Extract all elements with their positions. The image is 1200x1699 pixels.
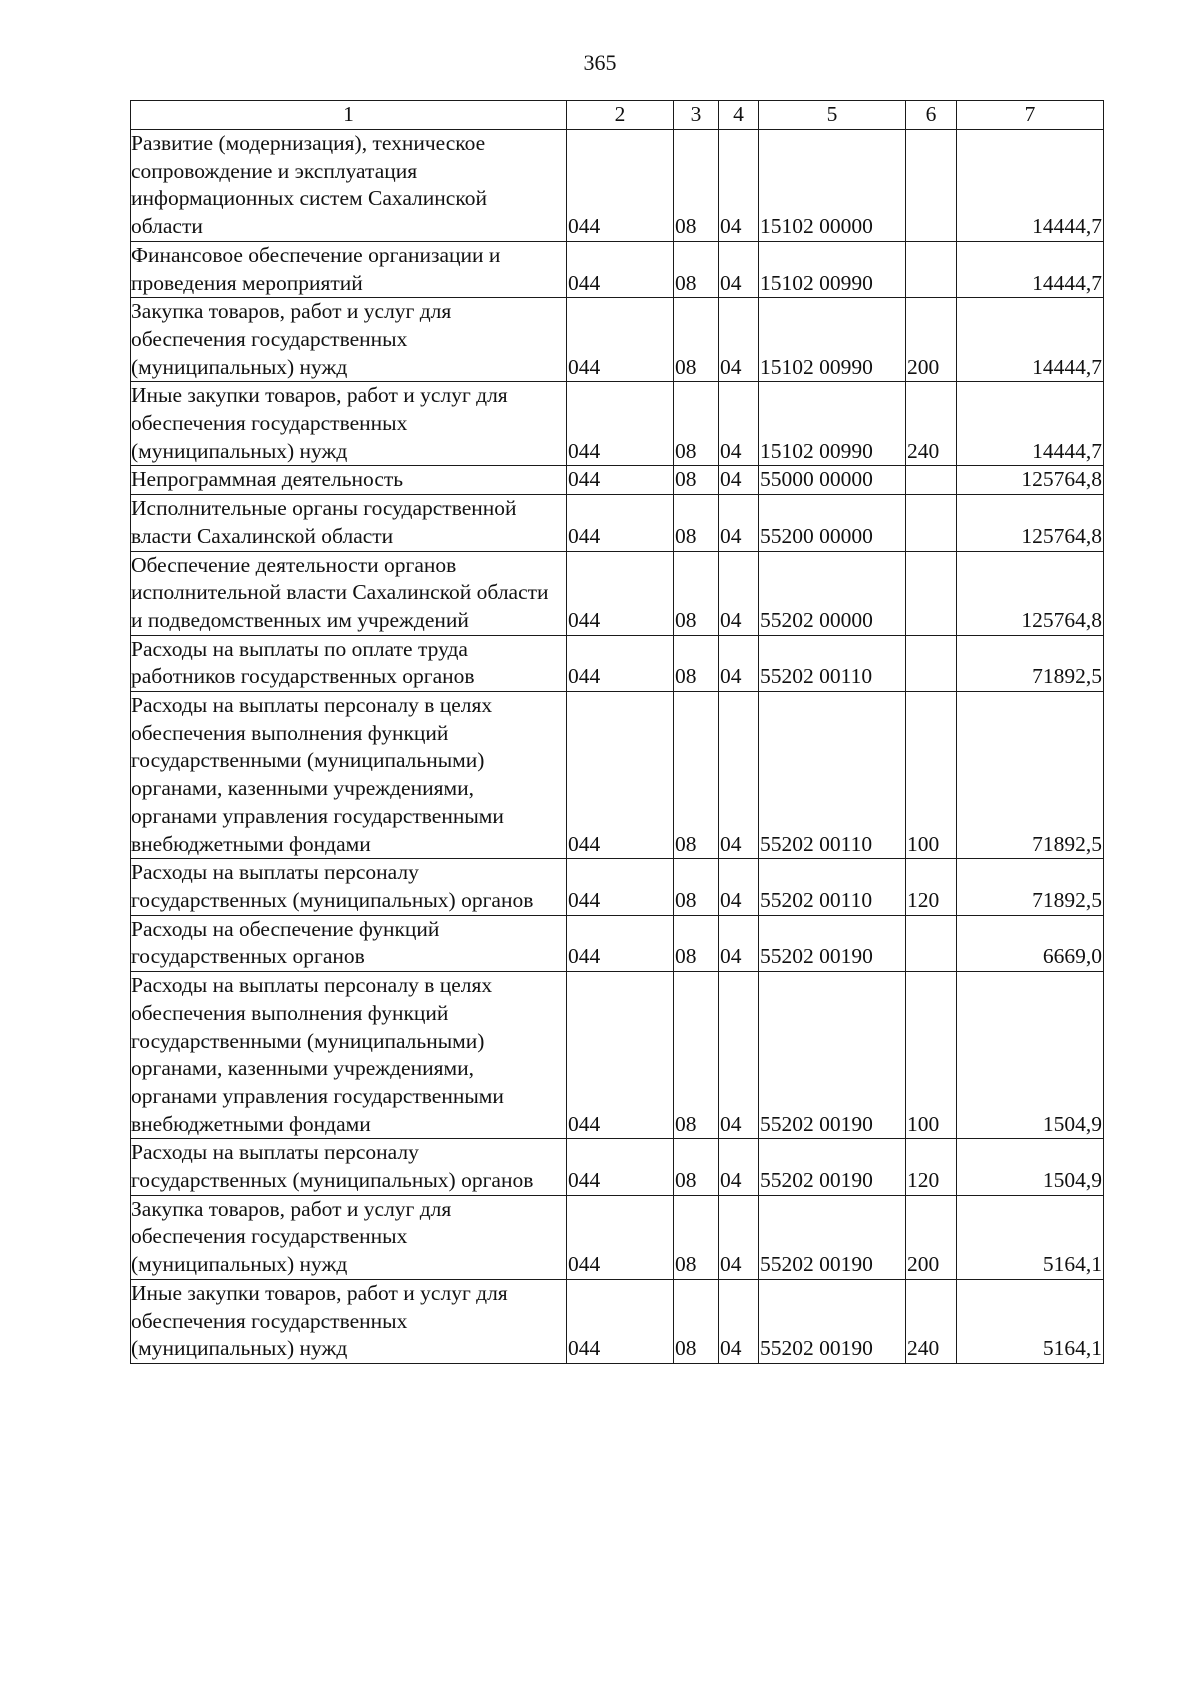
expense-name-cell: Расходы на обеспечение функций государственных органов <box>131 915 567 971</box>
subsection-code-cell: 04 <box>719 1279 759 1363</box>
target-article-cell: 15102 00000 <box>759 130 906 242</box>
expense-type-cell: 240 <box>906 1279 957 1363</box>
subsection-code-cell: 04 <box>719 692 759 859</box>
column-header: 3 <box>674 101 719 130</box>
section-code-cell: 08 <box>674 130 719 242</box>
amount-cell: 5164,1 <box>957 1195 1104 1279</box>
expense-name-cell: Исполнительные органы государственной власти Сахалинской области <box>131 495 567 551</box>
table-row <box>131 551 1104 635</box>
amount-cell: 125764,8 <box>957 495 1104 551</box>
amount-cell: 125764,8 <box>957 466 1104 495</box>
amount-cell: 125764,8 <box>957 551 1104 635</box>
table-row <box>131 859 1104 915</box>
section-code-cell: 08 <box>674 859 719 915</box>
expense-name-cell: Финансовое обеспечение организации и проведения мероприятий <box>131 241 567 297</box>
ministry-code-cell: 044 <box>567 298 674 382</box>
target-article-cell: 55202 00000 <box>759 551 906 635</box>
section-code-cell: 08 <box>674 635 719 691</box>
table-row <box>131 692 1104 859</box>
column-header: 6 <box>906 101 957 130</box>
expense-type-cell <box>906 551 957 635</box>
column-header: 1 <box>131 101 567 130</box>
ministry-code-cell: 044 <box>567 1279 674 1363</box>
ministry-code-cell: 044 <box>567 130 674 242</box>
ministry-code-cell: 044 <box>567 972 674 1139</box>
table-row <box>131 635 1104 691</box>
section-code-cell: 08 <box>674 915 719 971</box>
column-header: 5 <box>759 101 906 130</box>
ministry-code-cell: 044 <box>567 495 674 551</box>
target-article-cell: 55202 00190 <box>759 915 906 971</box>
subsection-code-cell: 04 <box>719 915 759 971</box>
expense-name-cell: Иные закупки товаров, работ и услуг для обеспечения государственных (муниципальных) нужд <box>131 382 567 466</box>
table-row <box>131 1279 1104 1363</box>
page-number: 365 <box>583 50 617 75</box>
section-code-cell: 08 <box>674 495 719 551</box>
expense-type-cell: 240 <box>906 382 957 466</box>
section-code-cell: 08 <box>674 692 719 859</box>
expense-name-cell: Расходы на выплаты по оплате труда работников государственных органов <box>131 635 567 691</box>
section-code-cell: 08 <box>674 1279 719 1363</box>
expense-name-cell: Расходы на выплаты персоналу в целях обеспечения выполнения функций государственными (муниципальными) органами, казенными учреждениями, органами управления государственными внебюджетными фондами <box>131 692 567 859</box>
amount-cell: 14444,7 <box>957 382 1104 466</box>
subsection-code-cell: 04 <box>719 130 759 242</box>
expense-type-cell: 120 <box>906 859 957 915</box>
amount-cell: 14444,7 <box>957 241 1104 297</box>
amount-cell: 1504,9 <box>957 972 1104 1139</box>
section-code-cell: 08 <box>674 466 719 495</box>
budget-table <box>130 100 1104 1364</box>
subsection-code-cell: 04 <box>719 241 759 297</box>
expense-type-cell <box>906 130 957 242</box>
section-code-cell: 08 <box>674 241 719 297</box>
ministry-code-cell: 044 <box>567 1139 674 1195</box>
target-article-cell: 55202 00190 <box>759 972 906 1139</box>
ministry-code-cell: 044 <box>567 241 674 297</box>
subsection-code-cell: 04 <box>719 382 759 466</box>
target-article-cell: 15102 00990 <box>759 298 906 382</box>
expense-name-cell: Закупка товаров, работ и услуг для обеспечения государственных (муниципальных) нужд <box>131 298 567 382</box>
ministry-code-cell: 044 <box>567 382 674 466</box>
expense-name-cell: Расходы на выплаты персоналу в целях обеспечения выполнения функций государственными (муниципальными) органами, казенными учреждениями, органами управления государственными внебюджетными фондами <box>131 972 567 1139</box>
table-row <box>131 466 1104 495</box>
expense-type-cell <box>906 915 957 971</box>
column-header: 4 <box>719 101 759 130</box>
ministry-code-cell: 044 <box>567 915 674 971</box>
expense-type-cell <box>906 241 957 297</box>
amount-cell: 5164,1 <box>957 1279 1104 1363</box>
target-article-cell: 15102 00990 <box>759 382 906 466</box>
target-article-cell: 55200 00000 <box>759 495 906 551</box>
ministry-code-cell: 044 <box>567 859 674 915</box>
expense-name-cell: Непрограммная деятельность <box>131 466 567 495</box>
target-article-cell: 15102 00990 <box>759 241 906 297</box>
expense-type-cell: 100 <box>906 972 957 1139</box>
section-code-cell: 08 <box>674 1139 719 1195</box>
table-row <box>131 1139 1104 1195</box>
amount-cell: 71892,5 <box>957 635 1104 691</box>
amount-cell: 14444,7 <box>957 298 1104 382</box>
table-row <box>131 382 1104 466</box>
expense-type-cell: 200 <box>906 1195 957 1279</box>
expense-name-cell: Обеспечение деятельности органов исполнительной власти Сахалинской области и подведомственных им учреждений <box>131 551 567 635</box>
expense-name-cell: Расходы на выплаты персоналу государственных (муниципальных) органов <box>131 1139 567 1195</box>
subsection-code-cell: 04 <box>719 466 759 495</box>
section-code-cell: 08 <box>674 551 719 635</box>
expense-name-cell: Развитие (модернизация), техническое сопровождение и эксплуатация информационных систем Сахалинской области <box>131 130 567 242</box>
subsection-code-cell: 04 <box>719 1139 759 1195</box>
amount-cell: 71892,5 <box>957 859 1104 915</box>
ministry-code-cell: 044 <box>567 1195 674 1279</box>
ministry-code-cell: 044 <box>567 692 674 859</box>
section-code-cell: 08 <box>674 972 719 1139</box>
subsection-code-cell: 04 <box>719 551 759 635</box>
amount-cell: 71892,5 <box>957 692 1104 859</box>
target-article-cell: 55202 00190 <box>759 1139 906 1195</box>
table-row <box>131 972 1104 1139</box>
section-code-cell: 08 <box>674 298 719 382</box>
ministry-code-cell: 044 <box>567 551 674 635</box>
table-row <box>131 130 1104 242</box>
subsection-code-cell: 04 <box>719 859 759 915</box>
target-article-cell: 55202 00110 <box>759 692 906 859</box>
column-header: 2 <box>567 101 674 130</box>
expense-name-cell: Закупка товаров, работ и услуг для обеспечения государственных (муниципальных) нужд <box>131 1195 567 1279</box>
expense-type-cell <box>906 635 957 691</box>
table-row <box>131 495 1104 551</box>
column-header: 7 <box>957 101 1104 130</box>
expense-type-cell <box>906 466 957 495</box>
table-row <box>131 298 1104 382</box>
target-article-cell: 55202 00190 <box>759 1279 906 1363</box>
section-code-cell: 08 <box>674 1195 719 1279</box>
subsection-code-cell: 04 <box>719 635 759 691</box>
amount-cell: 6669,0 <box>957 915 1104 971</box>
table-row <box>131 241 1104 297</box>
target-article-cell: 55000 00000 <box>759 466 906 495</box>
expense-type-cell: 100 <box>906 692 957 859</box>
ministry-code-cell: 044 <box>567 635 674 691</box>
subsection-code-cell: 04 <box>719 298 759 382</box>
expense-type-cell: 200 <box>906 298 957 382</box>
expense-type-cell <box>906 495 957 551</box>
subsection-code-cell: 04 <box>719 972 759 1139</box>
subsection-code-cell: 04 <box>719 495 759 551</box>
table-row <box>131 1195 1104 1279</box>
amount-cell: 14444,7 <box>957 130 1104 242</box>
ministry-code-cell: 044 <box>567 466 674 495</box>
section-code-cell: 08 <box>674 382 719 466</box>
expense-type-cell: 120 <box>906 1139 957 1195</box>
amount-cell: 1504,9 <box>957 1139 1104 1195</box>
subsection-code-cell: 04 <box>719 1195 759 1279</box>
table-row <box>131 915 1104 971</box>
expense-name-cell: Иные закупки товаров, работ и услуг для обеспечения государственных (муниципальных) нужд <box>131 1279 567 1363</box>
target-article-cell: 55202 00110 <box>759 635 906 691</box>
target-article-cell: 55202 00110 <box>759 859 906 915</box>
table-header-row <box>131 101 1104 130</box>
expense-name-cell: Расходы на выплаты персоналу государственных (муниципальных) органов <box>131 859 567 915</box>
target-article-cell: 55202 00190 <box>759 1195 906 1279</box>
